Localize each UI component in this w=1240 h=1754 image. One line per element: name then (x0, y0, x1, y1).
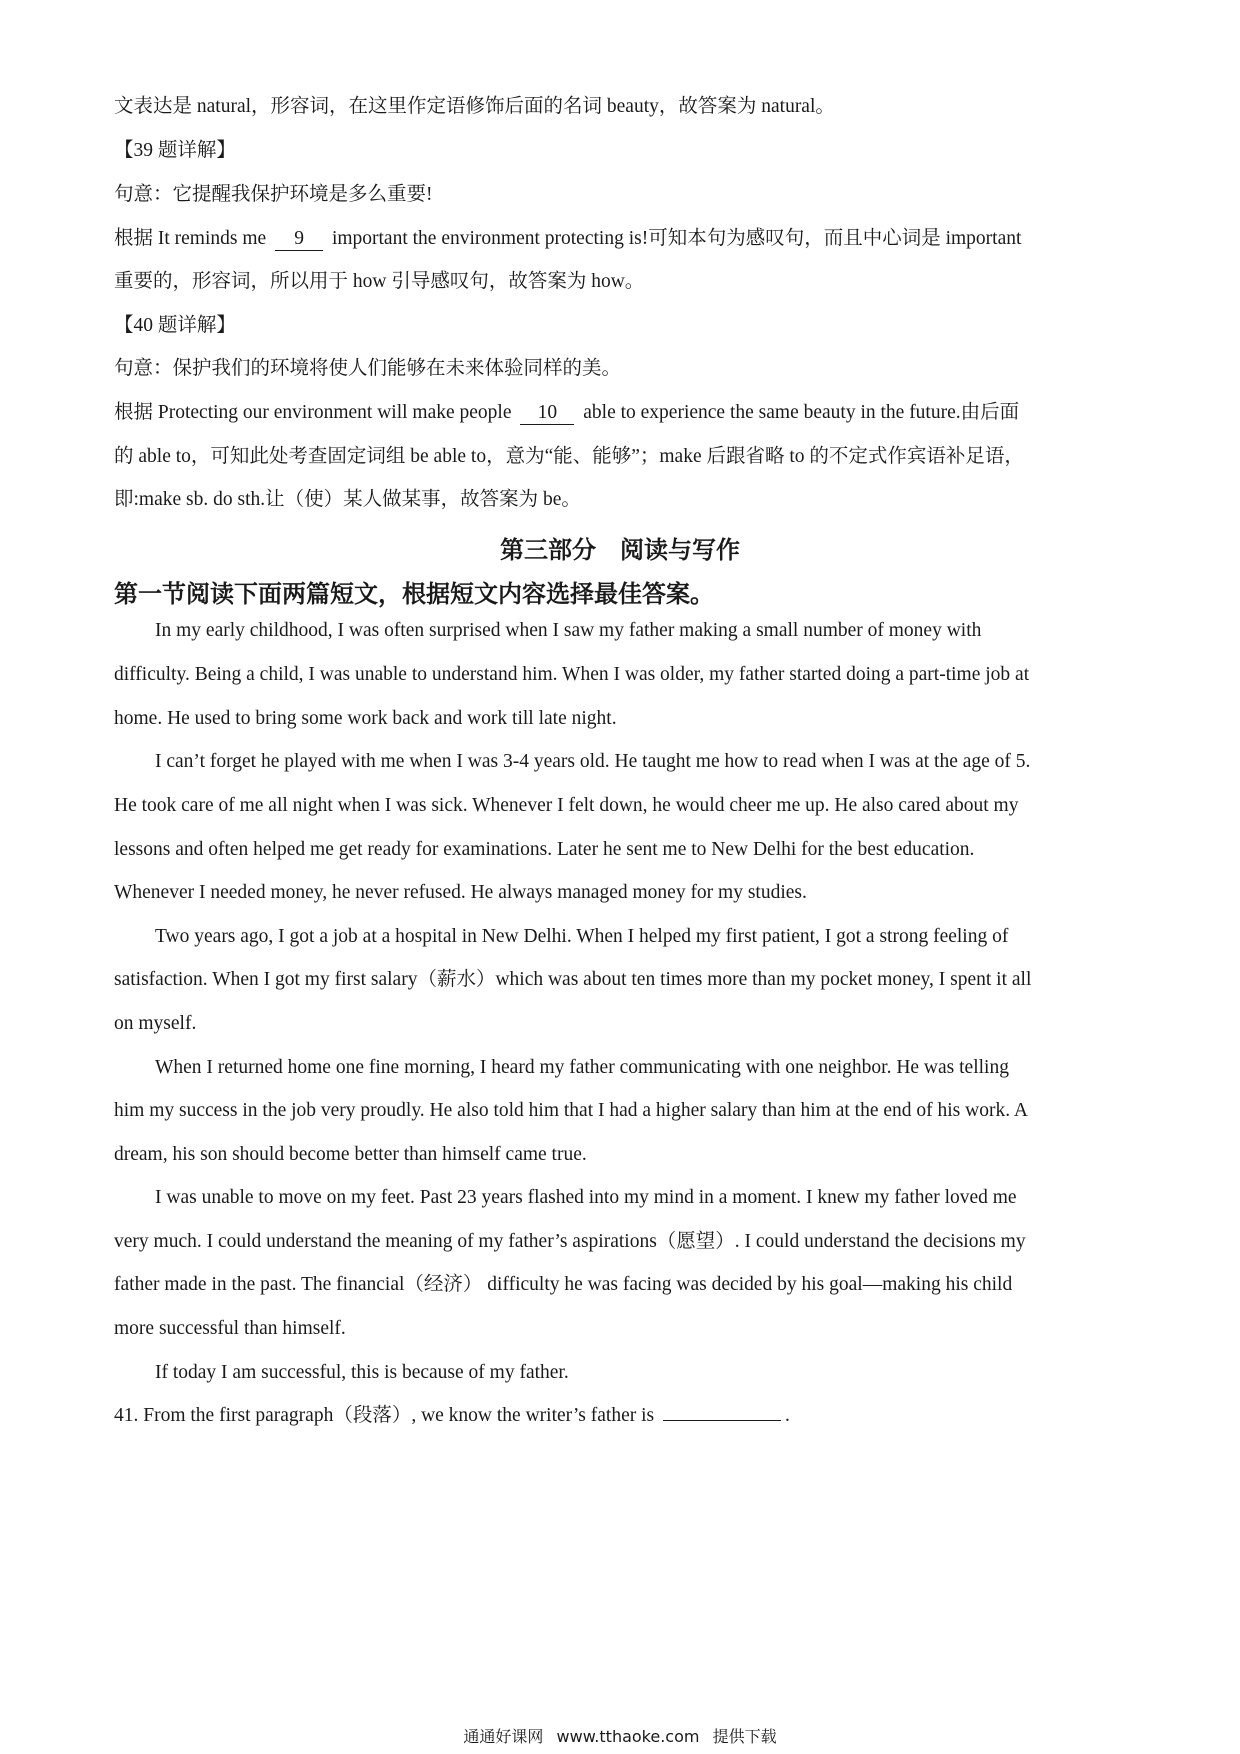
footer-url[interactable]: www.tthaoke.com (556, 1727, 700, 1746)
q40-post: able to experience the same beauty in the future.由后面 (583, 402, 1020, 423)
q39-pre: 根据 It reminds me (114, 228, 267, 249)
passage-line: I was unable to move on my feet. Past 23 years flashed into my mind in a moment. I knew my father loved me (155, 1187, 1017, 1208)
passage-line: In my early childhood, I was often surprised when I saw my father making a small number of money with (155, 620, 982, 641)
passage-line: father made in the past. The financial（经济） difficulty he was facing was decided by his goal—making his child (114, 1274, 1013, 1295)
part-title: 第三部分 阅读与写作 (500, 535, 740, 564)
q39-blank: 9 (275, 228, 323, 251)
question-41-number: 41. (114, 1405, 139, 1426)
question-40-analysis-line-2: 的 able to，可知此处考查固定词组 be able to，意为“能、能够”；make 后跟省略 to 的不定式作宾语补足语， (114, 446, 1024, 467)
page-footer (0, 1724, 1240, 1747)
passage-line: more successful than himself. (114, 1318, 346, 1339)
question-40-meaning: 句意：保护我们的环境将使人们能够在未来体验同样的美。 (114, 358, 622, 379)
q40-pre: 根据 Protecting our environment will make people (114, 402, 512, 423)
passage-line: Whenever I needed money, he never refused. He always managed money for my studies. (114, 882, 807, 903)
footer-site-name: 通通好课网 (463, 1727, 544, 1746)
passage-line: He took care of me all night when I was sick. Whenever I felt down, he would cheer me up. He also cared about my (114, 795, 1019, 816)
question-41-text: From the first paragraph（段落）, we know the writer’s father is (143, 1405, 655, 1426)
explanation-38-end: 文表达是 natural，形容词，在这里作定语修饰后面的名词 beauty，故答案为 natural。 (114, 96, 835, 117)
footer-suffix: 提供下载 (712, 1727, 777, 1746)
question-41-end: . (784, 1405, 790, 1426)
passage-line: If today I am successful, this is because of my father. (155, 1362, 569, 1383)
question-40-analysis-line-1 (114, 400, 1134, 426)
question-39-meaning: 句意：它提醒我保护环境是多么重要! (114, 184, 433, 205)
passage-line: very much. I could understand the meaning of my father’s aspirations（愿望）. I could understand the decisions my (114, 1231, 1026, 1252)
question-40-analysis-line-3: 即:make sb. do sth.让（使）某人做某事，故答案为 be。 (114, 489, 581, 510)
question-39-heading: 【39 题详解】 (114, 140, 236, 161)
q39-post: important the environment protecting is!可知本句为感叹句，而且中心词是 important (331, 228, 1022, 249)
question-40-heading: 【40 题详解】 (114, 315, 236, 336)
passage-line: dream, his son should become better than himself came true. (114, 1144, 587, 1165)
question-39-analysis-line-2: 重要的，形容词，所以用于 how 引导感叹句，故答案为 how。 (114, 271, 645, 292)
passage-line: difficulty. Being a child, I was unable to understand him. When I was older, my father started doing a part-time job at (114, 664, 1030, 685)
passage-line: him my success in the job very proudly. He also told him that I had a higher salary than him at the end of his work. A (114, 1100, 1028, 1121)
passage-line: home. He used to bring some work back and work till late night. (114, 708, 617, 729)
passage-line: on myself. (114, 1013, 197, 1034)
passage-line: When I returned home one fine morning, I heard my father communicating with one neighbor. He was telling (155, 1057, 1009, 1078)
section-title: 第一节阅读下面两篇短文，根据短文内容选择最佳答案。 (114, 579, 714, 608)
question-41-blank (663, 1420, 781, 1421)
passage-line: Two years ago, I got a job at a hospital in New Delhi. When I helped my first patient, I got a strong feeling of (155, 926, 1009, 947)
question-41 (114, 1403, 1134, 1429)
question-39-analysis-line-1 (114, 226, 1134, 252)
passage-line: I can’t forget he played with me when I was 3-4 years old. He taught me how to read when I was at the age of 5. (155, 751, 1031, 772)
passage-line: lessons and often helped me get ready for examinations. Later he sent me to New Delhi for the best education. (114, 839, 975, 860)
passage-line: satisfaction. When I got my first salary（薪水）which was about ten times more than my pocket money, I spent it all (114, 969, 1032, 990)
q40-blank: 10 (520, 402, 574, 425)
